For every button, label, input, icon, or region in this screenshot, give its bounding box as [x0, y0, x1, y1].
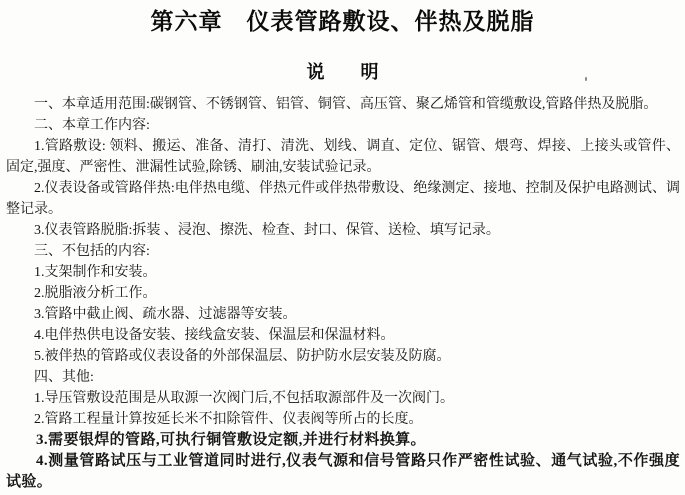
paragraph-others-heading: 四、其他: — [34, 370, 94, 385]
paragraph-exclusion-1: 1.支架制作和安装。 — [34, 265, 157, 280]
paragraph-exclusion-4: 4.电伴热供电设备安装、接线盒安装、保温层和保温材料。 — [34, 328, 395, 343]
paragraph-other-3: 3.需要银焊的管路,可执行铜管敷设定额,并进行材料换算。 — [36, 432, 426, 448]
paragraph-exclusion-5: 5.被伴热的管路或仪表设备的外部保温层、防护防水层安装及防腐。 — [34, 349, 451, 364]
paragraph-degreasing: 3.仪表管路脱脂:拆装 、浸泡、擦洗、检查、封口、保管、送检、填写记录。 — [34, 223, 500, 238]
paragraph-other-1: 1.导压管敷设范围是从取源一次阀门后,不包括取源部件及一次阀门。 — [34, 391, 454, 406]
paragraph-heat-tracing: 2.仪表设备或管路伴热:电伴热电缆、伴热元件或伴热带敷设、绝缘测定、接地、控制及保护电路测试、调整记录。 — [6, 181, 680, 217]
scan-artifact — [585, 77, 587, 81]
section-subtitle: 说 明 — [306, 62, 379, 82]
chapter-title: 第六章 仪表管路敷设、伴热及脱脂 — [150, 8, 535, 34]
paragraph-other-4: 4.测量管路试压与工业管道同时进行,仪表气源和信号管路只作严密性试验、通气试验,不作强度试验。 — [6, 453, 680, 490]
paragraph-scope: 一、本章适用范围:碳钢管、不锈钢管、铝管、铜管、高压管、聚乙烯管和管缆敷设,管路伴热及脱脂。 — [34, 97, 658, 112]
paragraph-exclusion-2: 2.脱脂液分析工作。 — [34, 286, 157, 301]
paragraph-exclusions-heading: 三、不包括的内容: — [34, 244, 150, 259]
paragraph-other-2: 2.管路工程量计算按延长米不扣除管件、仪表阀等所占的长度。 — [34, 412, 423, 427]
paragraph-work-content-heading: 二、本章工作内容: — [34, 118, 150, 133]
paragraph-exclusion-3: 3.管路中截止阀、疏水器、过滤器等安装。 — [34, 307, 297, 322]
paragraph-piping-laying: 1.管路敷设: 领料、搬运、准备、清打、清洗、划线、调直、定位、锯管、煨弯、焊接、上接头或管件、固定,强度、严密性、泄漏性试验,除锈、刷油,安装试验记录。 — [6, 139, 680, 175]
document-body — [0, 94, 685, 493]
